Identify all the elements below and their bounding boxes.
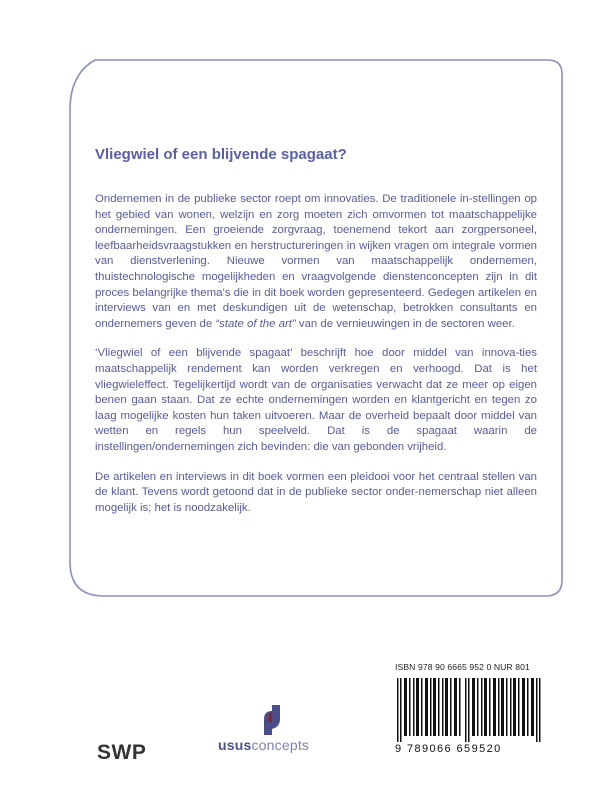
paragraph-1: Ondernemen in de publieke sector roept om innovaties. De traditionele in-stellingen op het gebied van wonen, welzijn en zorg moeten zich omvormen tot maatschappelijke ondernemingen. Een groeiende zorgvraag, toenemend tekort aan zorgpersoneel, leefbaarheidsvraagstukken en herstructureringen in wijken vragen om integrale vormen van dienstverlening. Nieuwe vormen van maatschappelijk ondernemen, thuistechnologische mogelijkheden en vraagvolgende dienstenconcepten zijn in dit proces belangrijke thema’s die in dit boek worden gepresenteerd. Gedegen artikelen en interviews van en met deskundigen uit de wetenschap, betrokken consultants en ondernemers geven de “state of the art” van de vernieuwingen in de sectoren weer. (95, 193, 537, 330)
swp-logo: SWP (97, 741, 147, 764)
page-title: Vliegwiel of een blijvende spagaat? (95, 146, 347, 163)
ususconcepts-wordmark: ususconcepts (218, 737, 310, 753)
ususconcepts-logo (218, 705, 348, 753)
barcode-block (395, 662, 545, 755)
ususconcepts-mark-icon (258, 705, 284, 735)
paragraph-2: ‘Vliegwiel of een blijvende spagaat’ beschrijft hoe door middel van innova-ties maatschappelijk rendement kan worden verkregen en verhoogd. Dat is het vliegwieleffect. Tegelijkertijd wordt van de organisaties verwacht dat ze meer op eigen benen gaan staan. Dat ze echte ondernemingen worden en klantgericht en tegen zo laag mogelijke kosten hun taken uitvoeren. Maar de overheid bepaalt door middel van wetten en regels hun speelveld. Dat is de spagaat waarin de instellingen/ondernemingen zich bevinden: die van gebonden vrijheid. (95, 347, 537, 453)
isbn-line: ISBN 978 90 6665 952 0 NUR 801 (395, 662, 530, 672)
barcode-digits: 9 789066 659520 (395, 743, 502, 755)
paragraph-3: De artikelen en interviews in dit boek vormen een pleidooi voor het centraal stellen van de klant. Tevens wordt getoond dat in de publieke sector onder-nemerschap niet alleen mogelijk is; het is noodzakelijk. (95, 470, 537, 514)
barcode-image (395, 678, 545, 742)
body-text (95, 192, 537, 530)
